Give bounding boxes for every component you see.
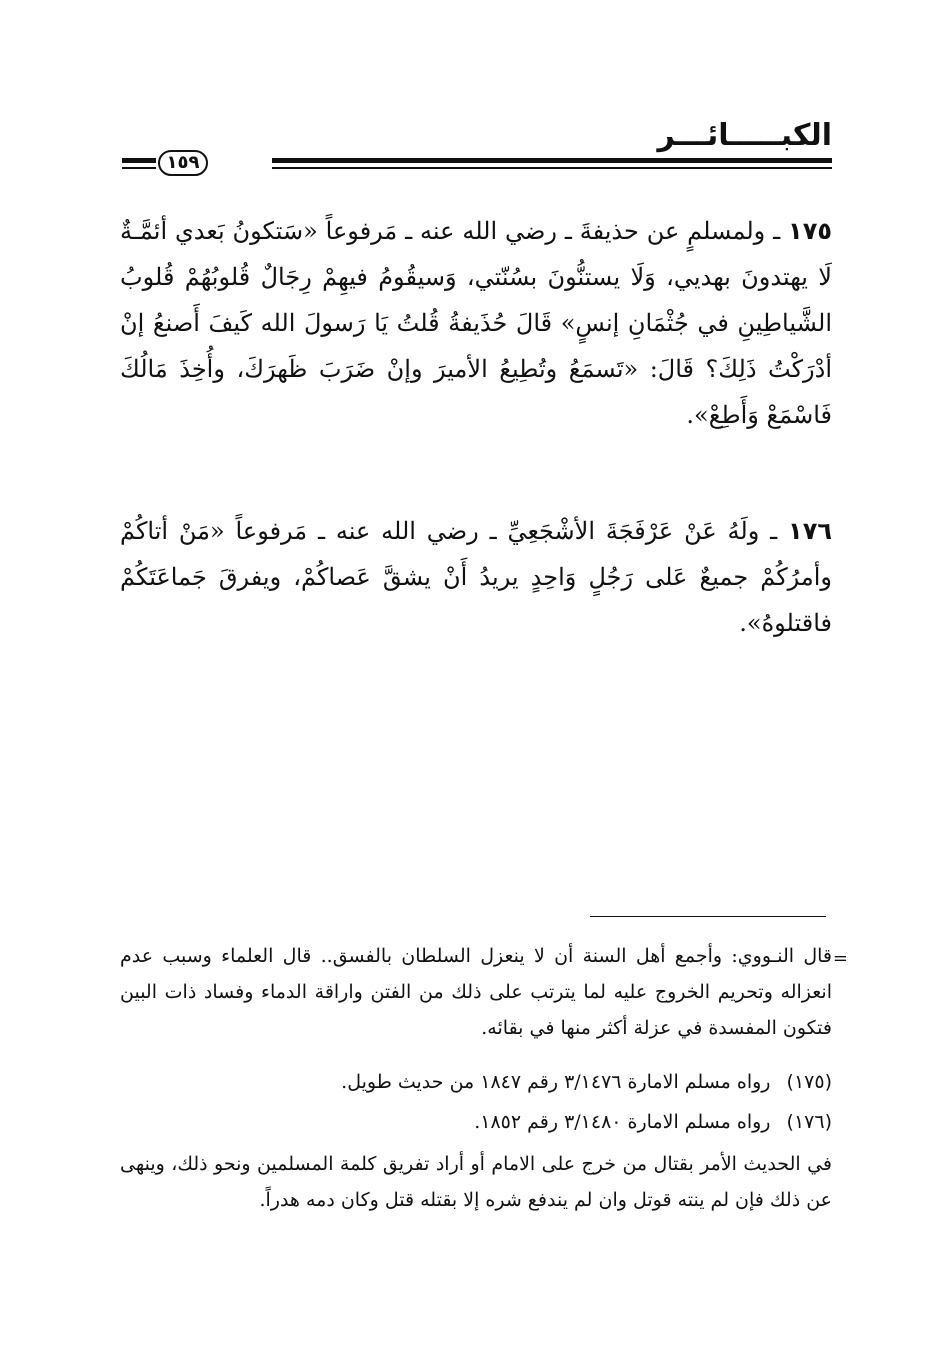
running-title: الكبـــــائـــر — [657, 118, 832, 153]
page-number-badge: ١٥٩ — [158, 150, 208, 176]
footnote-ref: (١٧٥) — [786, 1071, 832, 1093]
footnote-text: رواه مسلم الامارة ٣/١٤٨٠ رقم ١٨٥٢. — [474, 1111, 771, 1133]
footnote-separator — [590, 916, 826, 917]
hadith-text: ـ ولَهُ عَنْ عَرْفَجَةَ الأشْجَعِيِّ ـ رضي الله عنه ـ مَرفوعاً «مَنْ أتاكُمْ وأمرُكُمْ جميعٌ عَلى رَجُلٍ وَاحِدٍ يريدُ أَنْ يشقَّ عَصاكُمْ، ويفرقَ جَماعَتَكُمْ فاقتلوهُ». — [120, 517, 832, 637]
footnote-ref: (١٧٦) — [786, 1111, 832, 1133]
hadith-number: ١٧٦ — [788, 517, 832, 545]
hadith-text: ـ ولمسلمٍ عن حذيفةَ ـ رضي الله عنه ـ مَرفوعاً «سَتكونُ بَعدي أئمَّـةٌ لَا يهتدونَ بهديي، وَلَا يستنُّونَ بسُنّتي، وَسيقُومُ فيهِمْ رِجَالٌ قُلوبُهُمْ قُلوبُ الشَّياطِينِ في جُثْمَانِ إنسٍ» قَالَ حُذَيفةُ قُلتُ يَا رَسولَ الله كَيفَ أَصنعُ إنْ أدْرَكْتُ ذَلِكَ؟ قَالَ: «تَسمَعُ وتُطِيعُ الأميرَ وإنْ ضَرَبَ ظَهرَكَ، وأُخِذَ مَالُكَ فَاسْمَعْ وَأَطِعْ». — [120, 217, 832, 429]
footnote-continuation-mark: = — [832, 948, 848, 969]
header-double-rule — [272, 158, 832, 169]
hadith-176 — [120, 508, 832, 646]
hadith-number: ١٧٥ — [788, 217, 832, 245]
footnote-175 — [120, 1064, 832, 1100]
header-rule-left-segment — [122, 158, 156, 169]
footnote-176-note: في الحديث الأمر بقتال من خرج على الامام أو أراد تفريق كلمة المسلمين ونحو ذلك، وينهى عن ذلك فإن لم ينته قوتل وان لم يندفع شره إلا بقتله قتل وكان دمه هدراً. — [120, 1153, 832, 1211]
footnote-continued-text: قال النـووي: وأجمع أهل السنة أن لا ينعزل السلطان بالفسق.. قال العلماء وسبب عدم انعزاله وتحريم الخروج عليه لما يترتب على ذلك من الفتن واراقة الدماء وفساد ذات البين فتكون المفسدة في عزلة أكثر منها في بقائه. — [120, 945, 832, 1039]
hadith-175 — [120, 208, 832, 438]
footnote-176 — [120, 1104, 832, 1140]
footnote-text: رواه مسلم الامارة ٣/١٤٧٦ رقم ١٨٤٧ من حديث طويل. — [341, 1071, 771, 1093]
